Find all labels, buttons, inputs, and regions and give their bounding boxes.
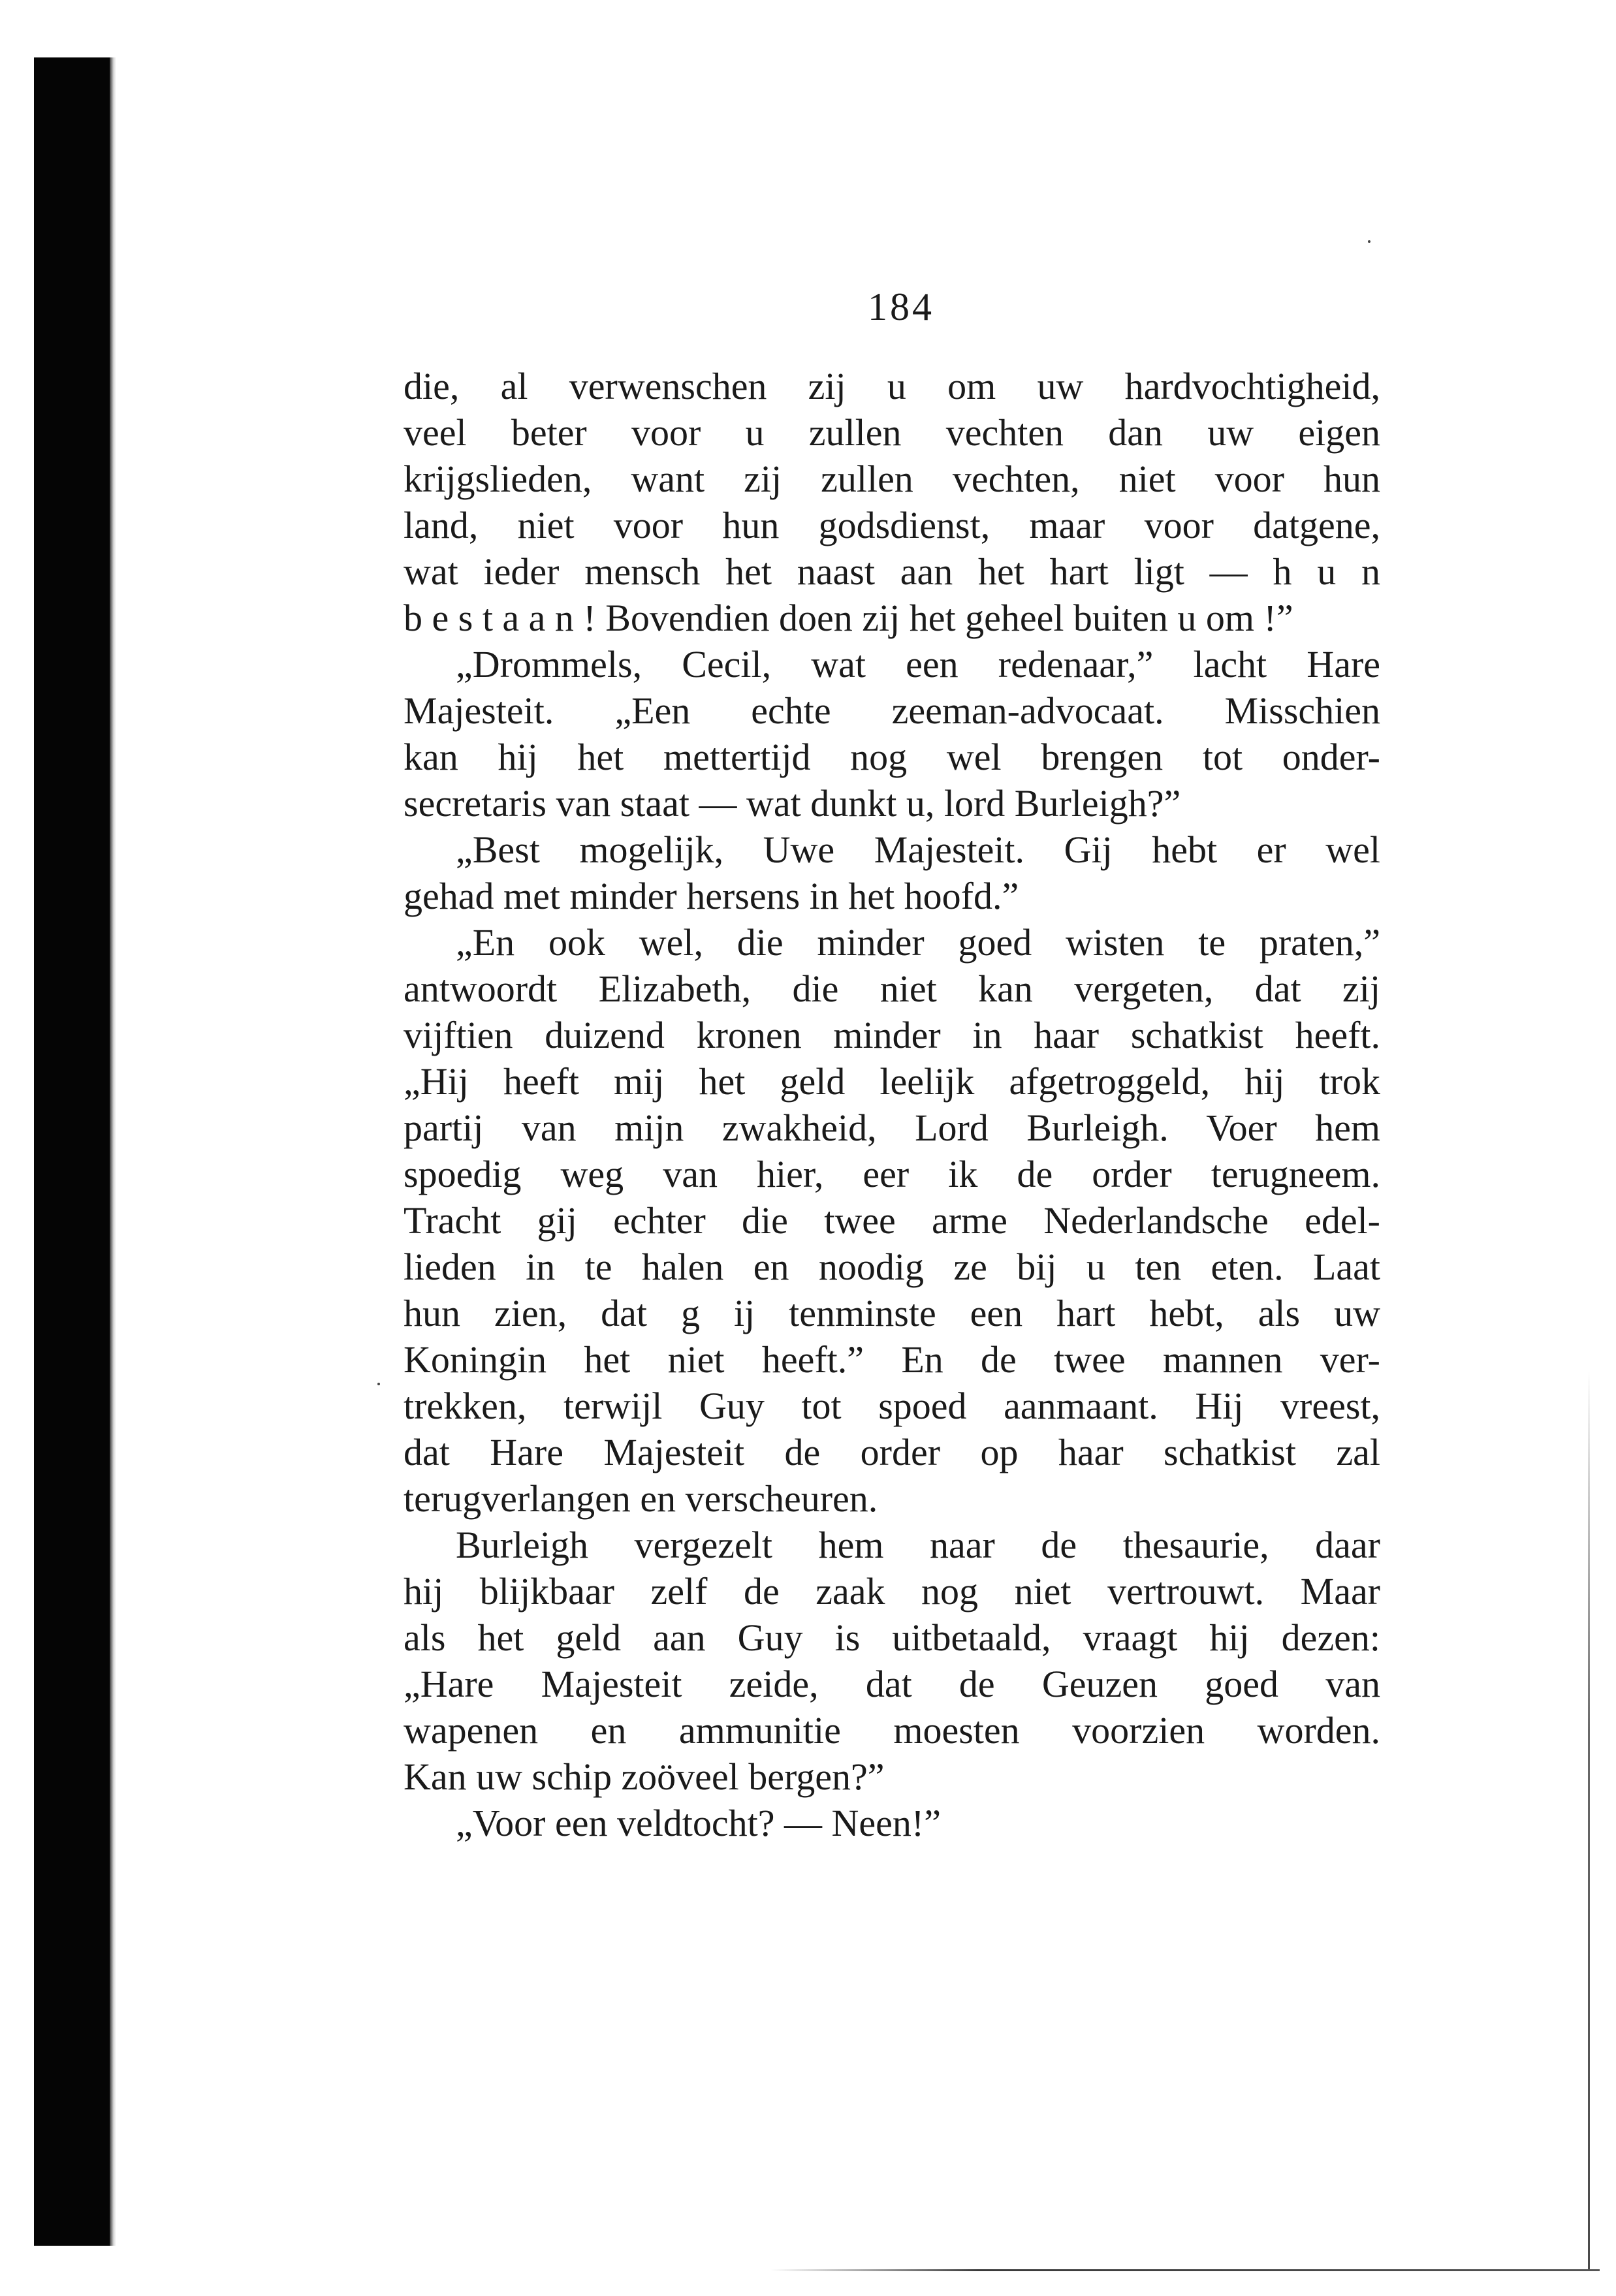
text-line: antwoordt Elizabeth, die niet kan vergeten, dat zij xyxy=(404,967,1380,1010)
text-line: veel beter voor u zullen vechten dan uw eigen xyxy=(404,411,1380,454)
text-line: dat Hare Majesteit de order op haar schatkist zal xyxy=(404,1431,1380,1473)
text-line: „Best mogelijk, Uwe Majesteit. Gij hebt er wel xyxy=(456,828,1380,871)
text-line: hun zien, dat g ij tenminste een hart hebt, als uw xyxy=(404,1292,1380,1334)
text-line: trekken, terwijl Guy tot spoed aanmaant. Hij vreest, xyxy=(404,1385,1380,1427)
text-line: als het geld aan Guy is uitbetaald, vraagt hij dezen: xyxy=(404,1616,1380,1659)
text-line: „En ook wel, die minder goed wisten te praten,” xyxy=(456,921,1380,964)
text-line: partij van mijn zwakheid, Lord Burleigh. Voer hem xyxy=(404,1107,1380,1149)
text-line: „Voor een veldtocht? — Neen!” xyxy=(456,1802,941,1844)
scan-dark-margin xyxy=(34,57,111,2246)
text-line: vijftien duizend kronen minder in haar schatkist heeft. xyxy=(404,1014,1380,1056)
text-line: kan hij het mettertijd nog wel brengen tot onder- xyxy=(404,736,1380,778)
text-line: wat ieder mensch het naast aan het hart ligt — h u n xyxy=(404,550,1380,593)
text-line: hij blijkbaar zelf de zaak nog niet vertrouwt. Maar xyxy=(404,1570,1380,1612)
text-line: die, al verwenschen zij u om uw hardvochtigheid, xyxy=(404,365,1380,407)
text-line: krijgslieden, want zij zullen vechten, niet voor hun xyxy=(404,458,1380,500)
page-number: 184 xyxy=(868,285,934,328)
text-line: terugverlangen en verscheuren. xyxy=(404,1477,878,1520)
text-line: „Hare Majesteit zeide, dat de Geuzen goed van xyxy=(404,1663,1380,1705)
scan-right-edge xyxy=(1588,1371,1590,2269)
text-line: Kan uw schip zoöveel bergen?” xyxy=(404,1755,885,1798)
text-line: „Drommels, Cecil, wat een redenaar,” lacht Hare xyxy=(456,643,1380,685)
text-line: land, niet voor hun godsdienst, maar voor datgene, xyxy=(404,504,1380,546)
scan-speck xyxy=(1368,240,1370,243)
body-text xyxy=(404,363,1380,1846)
scan-speck xyxy=(377,1383,380,1385)
text-line: b e s t a a n ! Bovendien doen zij het geheel buiten u om !” xyxy=(404,597,1293,639)
text-line: secretaris van staat — wat dunkt u, lord Burleigh?” xyxy=(404,782,1181,825)
text-line: Majesteit. „Een echte zeeman-advocaat. Misschien xyxy=(404,689,1380,732)
scan-margin-fringe xyxy=(110,57,116,2246)
text-line: wapenen en ammunitie moesten voorzien worden. xyxy=(404,1709,1380,1752)
scan-bottom-edge xyxy=(770,2269,1600,2271)
text-line: spoedig weg van hier, eer ik de order terugneem. xyxy=(404,1153,1380,1195)
text-line: „Hij heeft mij het geld leelijk afgetroggeld, hij trok xyxy=(404,1060,1380,1103)
text-line: gehad met minder hersens in het hoofd.” xyxy=(404,875,1019,917)
text-line: Koningin het niet heeft.” En de twee mannen ver- xyxy=(404,1338,1380,1381)
text-line: lieden in te halen en noodig ze bij u ten eten. Laat xyxy=(404,1246,1380,1288)
text-line: Tracht gij echter die twee arme Nederlandsche edel- xyxy=(404,1199,1380,1242)
text-line: Burleigh vergezelt hem naar de thesaurie, daar xyxy=(456,1524,1380,1566)
